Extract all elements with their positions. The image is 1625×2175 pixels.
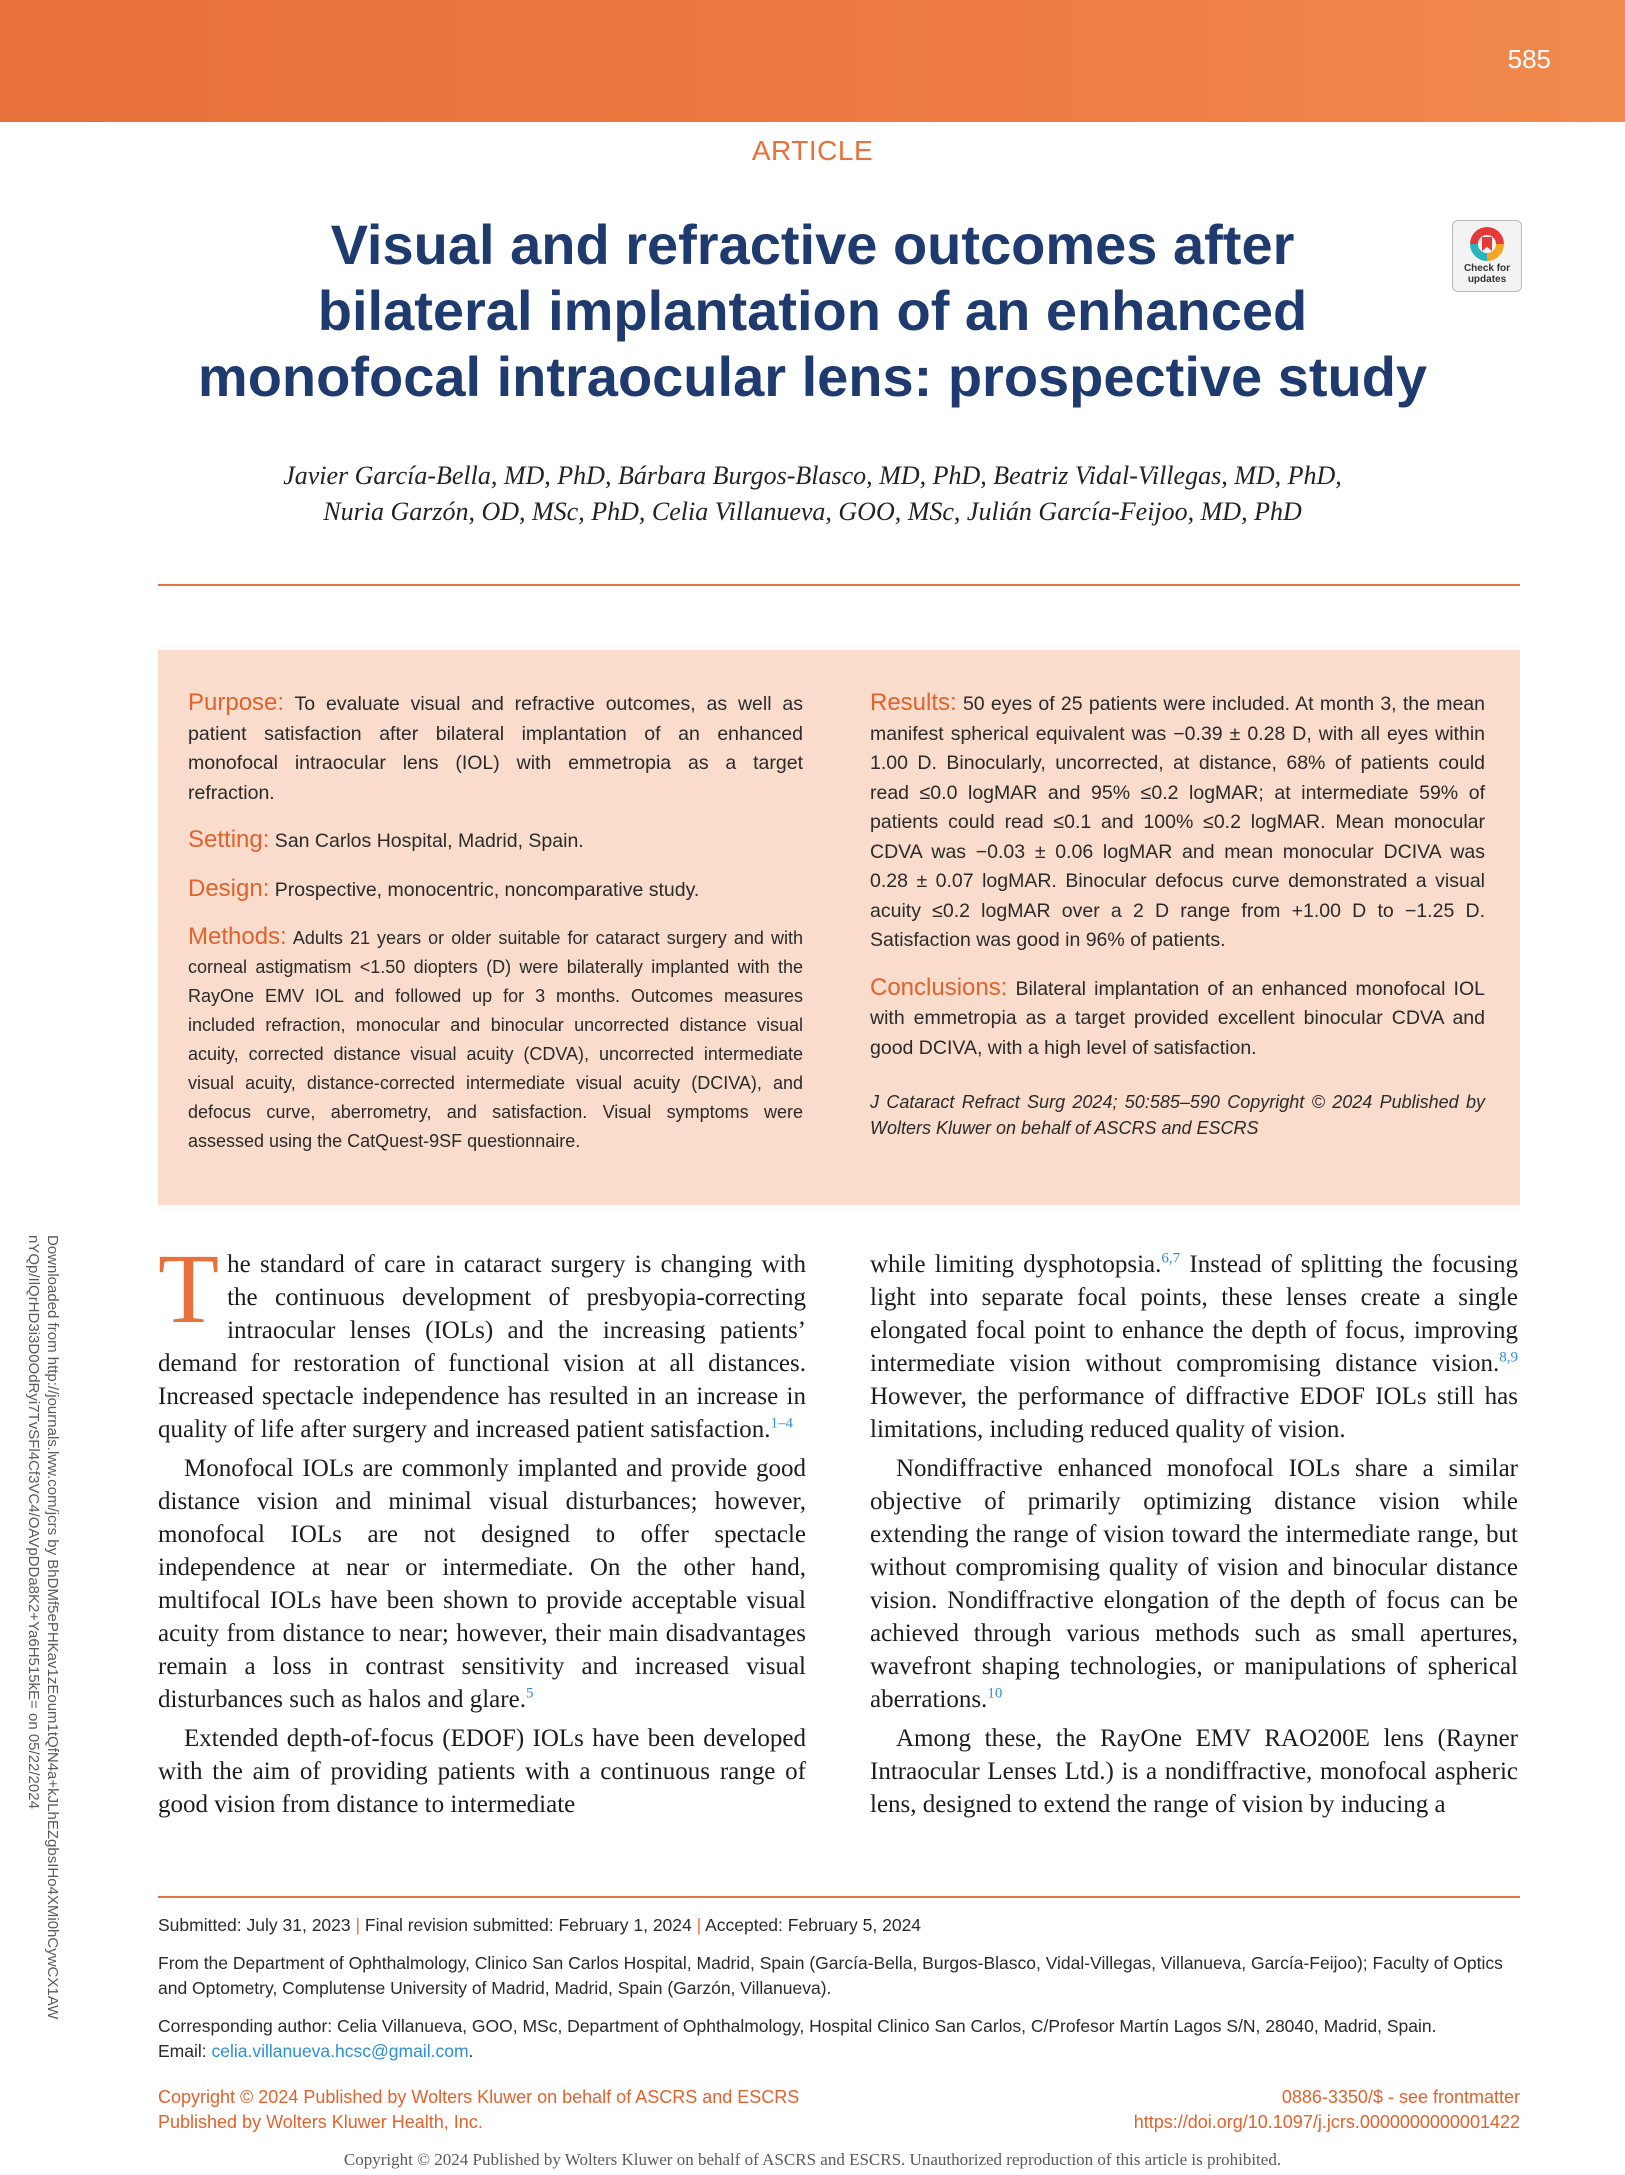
email-link[interactable]: celia.villanueva.hcsc@gmail.com (211, 2041, 469, 2061)
footer-copyright (158, 2085, 799, 2135)
body-paragraph (158, 1722, 806, 1821)
header-bar (0, 0, 1625, 122)
reference-link[interactable]: 10 (987, 1685, 1003, 1702)
author-line: Nuria Garzón, OD, MSc, PhD, Celia Villanueva, GOO, MSc, Julián García-Feijoo, MD, PhD (323, 497, 1302, 526)
abstract-text: San Carlos Hospital, Madrid, Spain. (269, 830, 584, 852)
abstract-methods (188, 922, 803, 1156)
body-paragraph (158, 1452, 806, 1716)
abstract-text: Adults 21 years or older suitable for cataract surgery and with corneal astigmatism <1.50 diopters (D) were bilaterally implanted with the RayOne EMV IOL and followed up for 3 months. Outcomes measures included refraction, monocular and binocular uncorrected distance visual acuity, corrected distance visual acuity (CDVA), uncorrected intermediate visual acuity, distance-corrected intermediate visual acuity (DCIVA), and defocus curve, aberrometry, and satisfaction. Visual symptoms were assessed using the CatQuest-9SF questionnaire. (188, 928, 803, 1151)
affiliations: From the Department of Ophthalmology, Clinico San Carlos Hospital, Madrid, Spain (García-Bella, Burgos-Blasco, Vidal-Villegas, Villanueva, García-Feijoo); Faculty of Optics and Optometry, Complutense University of Madrid, Madrid, Spain (Garzón, Villanueva). (158, 1953, 1503, 1998)
abstract-text: Prospective, monocentric, noncomparative study. (269, 878, 700, 901)
footer-identifiers (1134, 2085, 1520, 2135)
page-number: 585 (1507, 44, 1551, 74)
paragraph-text: Monofocal IOLs are commonly implanted and provide good distance vision and minimal visual disturbances; however, monofocal IOLs are not designed to offer spectacle independence at near or intermediate. On the other hand, multifocal IOLs have been shown to provide acceptable visual acuity from distance to near; however, their main disadvantages remain a loss in contrast sensitivity and increased visual disturbances such as halos and glare. (158, 1455, 806, 1713)
download-notice-line: nYQp/IlQrHD3i3D0OdRyi7TvSFl4Cf3VC4/OAVpDDa8K2+Ya6H515kE= on 05/22/2024 (25, 1235, 42, 1809)
publisher-line: Published by Wolters Kluwer Health, Inc. (158, 2112, 483, 2132)
title-line: Visual and refractive outcomes after (330, 213, 1295, 276)
doi-link[interactable]: https://doi.org/10.1097/j.jcrs.0000000000001422 (1133, 2112, 1520, 2132)
abstract-text: Bilateral implantation of an enhanced monofocal IOL with emmetropia as a target provided excellent binocular CDVA and good DCIVA, with a high level of satisfaction. (870, 977, 1485, 1059)
paragraph-text: Extended depth-of-focus (EDOF) IOLs have been developed with the aim of providing patients with a continuous range of good vision from distance to intermediate (158, 1725, 806, 1818)
abstract-right-column (870, 688, 1485, 1158)
paragraph-text: Instead of splitting the focusing light into separate focal points, these lenses create a single elongated focal point to enhance the depth of focus, improving intermediate vision without compromising distance vision. (870, 1251, 1518, 1377)
body-left-column (158, 1233, 806, 1827)
abstract-purpose (188, 688, 803, 808)
paragraph-text: Nondiffractive enhanced monofocal IOLs share a similar objective of primarily optimizing distance vision while extending the range of vision toward the intermediate range, but without compromising quality of vision and binocular distance vision. Nondiffractive elongation of the depth of focus can be achieved through various methods such as small apertures, wavefront shaping technologies, or manipulations of spherical aberrations. (870, 1455, 1518, 1713)
abstract-text: To evaluate visual and refractive outcomes, as well as patient satisfaction after bilateral implantation of an enhanced monofocal intraocular lens (IOL) with emmetropia as a target refraction. (188, 693, 803, 804)
email-end: . (468, 2041, 474, 2061)
paragraph-text: while limiting dysphotopsia. (870, 1251, 1162, 1278)
submission-dates (158, 1913, 1520, 1938)
title-line: bilateral implantation of an enhanced (317, 279, 1308, 342)
revision-date: Final revision submitted: February 1, 2024 (364, 1915, 692, 1935)
paragraph-text: he standard of care in cataract surgery is changing with the continuous development of presbyopia-correcting intraocular lenses (IOLs) and the increasing patients’ demand for restoration of functional vision at all distances. Increased spectacle independence has resulted in an increase in quality of life after surgery and increased patient satisfaction. (158, 1251, 806, 1443)
abstract-results (870, 688, 1485, 956)
body-paragraph (870, 1722, 1518, 1821)
download-notice-line: Downloaded from http://journals.lww.com/jcrs by BhDMf5ePHKav1zEoum1tQfN4a+kJLhEZgbsIHo4XMi0hCywCX1AW (44, 1235, 61, 2020)
paragraph-text: Among these, the RayOne EMV RAO200E lens (Rayner Intraocular Lenses Ltd.) is a nondiffractive, monofocal aspheric lens, designed to extend the range of vision by inducing a (870, 1725, 1518, 1818)
reference-link[interactable]: 1–4 (770, 1415, 793, 1432)
abstract-heading: Design: (188, 874, 270, 902)
abstract-heading: Conclusions: (870, 973, 1008, 1001)
author-line: Javier García-Bella, MD, PhD, Bárbara Burgos-Blasco, MD, PhD, Beatriz Vidal-Villegas, MD, PhD, (283, 461, 1342, 490)
abstract-conclusions (870, 973, 1485, 1064)
abstract-setting (188, 825, 803, 857)
abstract-heading: Methods: (188, 923, 287, 950)
author-list (180, 458, 1445, 530)
download-notice-strip (25, 1235, 62, 2095)
separator: | (355, 1915, 361, 1935)
abstract-text: 50 eyes of 25 patients were included. At month 3, the mean manifest spherical equivalent was −0.39 ± 0.28 D, with all eyes within 1.00 D. Binocularly, uncorrected, at distance, 68% of patients could read ≤0.0 logMAR and 95% ≤0.2 logMAR; at intermediate 59% of patients could read ≤0.1 and 100% ≤0.2 logMAR. Mean monocular CDVA was −0.03 ± 0.06 logMAR and mean monocular DCIVA was 0.28 ± 0.07 logMAR. Binocular defocus curve demonstrated a visual acuity ≤0.2 logMAR over a 2 D range from +1.00 D to −1.25 D. Satisfaction was good in 96% of patients. (870, 693, 1485, 951)
reference-link[interactable]: 5 (525, 1685, 534, 1702)
abstract-heading: Results: (870, 689, 957, 716)
submitted-date: Submitted: July 31, 2023 (158, 1915, 351, 1935)
body-paragraph (870, 1452, 1518, 1716)
separator: | (696, 1915, 702, 1935)
accepted-date: Accepted: February 5, 2024 (705, 1915, 922, 1935)
corresponding-text: Corresponding author: Celia Villanueva, GOO, MSc, Department of Ophthalmology, Hospital Clinico San Carlos, C/Profesor Martín Lagos S/N, 28040, Madrid, Spain. (158, 2016, 1437, 2036)
corresponding-author (158, 2014, 1520, 2064)
body-paragraph (870, 1248, 1518, 1446)
article-notes (158, 1913, 1520, 2077)
body-right-column (870, 1248, 1518, 1827)
email-label: Email: (158, 2041, 212, 2061)
copyright-line: Copyright © 2024 Published by Wolters Kluwer on behalf of ASCRS and ESCRS (158, 2087, 800, 2107)
abstract-heading: Purpose: (188, 689, 285, 716)
reproduction-notice: Copyright © 2024 Published by Wolters Kluwer on behalf of ASCRS and ESCRS. Unauthorized reproduction of this article is prohibited. (343, 2150, 1282, 2169)
reference-link[interactable]: 6,7 (1161, 1250, 1181, 1267)
abstract-heading: Setting: (188, 826, 270, 853)
issn-line: 0886-3350/$ - see frontmatter (1281, 2087, 1520, 2107)
reference-link[interactable]: 8,9 (1499, 1349, 1518, 1366)
paragraph-text: However, the performance of diffractive EDOF IOLs still has limitations, including reduced quality of vision. (870, 1383, 1518, 1443)
journal-citation: J Cataract Refract Surg 2024; 50:585–590 Copyright © 2024 Published by Wolters Kluwer on behalf of ASCRS and ESCRS (870, 1092, 1485, 1138)
abstract-box (158, 650, 1520, 1205)
body-paragraph (158, 1233, 806, 1446)
author-divider (158, 584, 1520, 586)
abstract-design (188, 874, 803, 906)
article-title (160, 212, 1465, 410)
section-label: ARTICLE (751, 135, 874, 166)
check-for-updates-button[interactable] (1452, 220, 1522, 292)
title-line: monofocal intraocular lens: prospective study (197, 345, 1428, 408)
abstract-left-column (188, 688, 803, 1173)
drop-cap: T (158, 1233, 220, 1344)
crossmark-label: Check for updates (1463, 263, 1511, 285)
footer-divider (158, 1896, 1520, 1898)
